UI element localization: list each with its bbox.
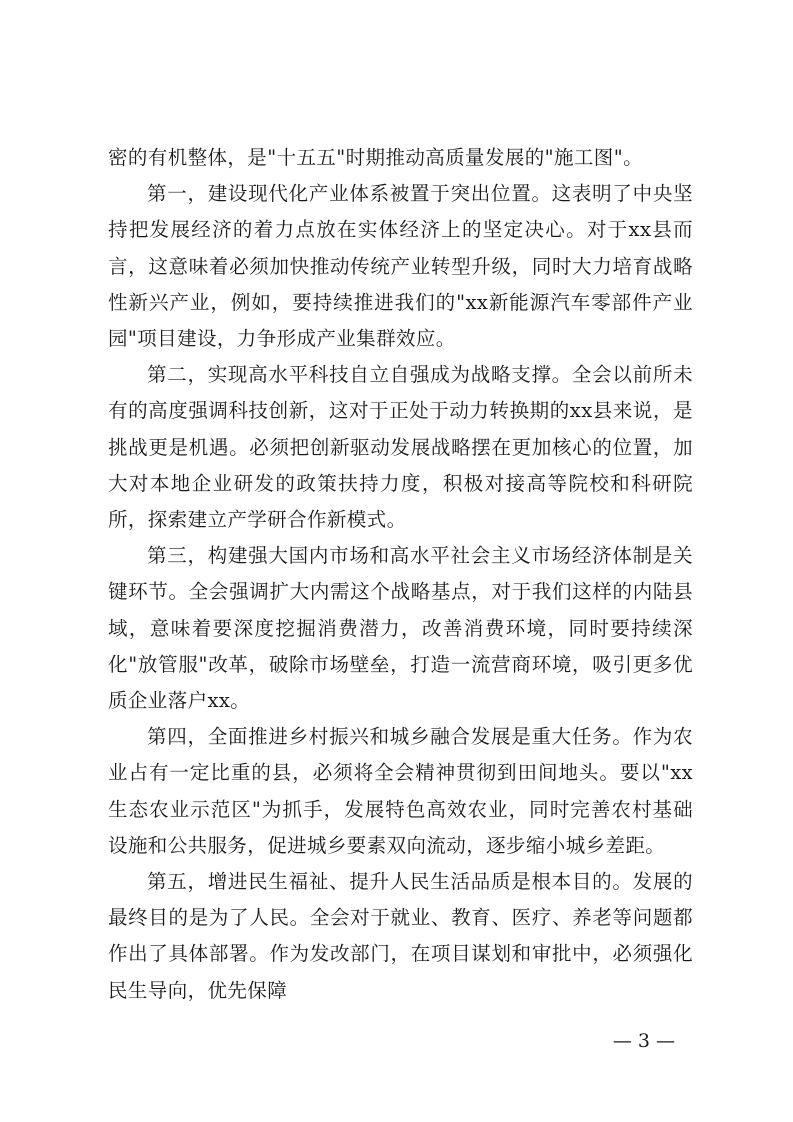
document-body [108, 140, 693, 1009]
paragraph-point-three: 第三，构建强大国内市场和高水平社会主义市场经济体制是关键环节。全会强调扩大内需这个战略基点，对于我们这样的内陆县域，意味着要深度挖掘消费潜力，改善消费环境，同时要持续深化"放管服"改革，破除市场壁垒，打造一流营商环境，吸引更多优质企业落户xx。 [108, 544, 693, 713]
paragraph-point-one: 第一，建设现代化产业体系被置于突出位置。这表明了中央坚持把发展经济的着力点放在实体经济上的坚定决心。对于xx县而言，这意味着必须加快推动传统产业转型升级，同时大力培育战略性新兴产业，例如，要持续推进我们的"xx新能源汽车零部件产业园"项目建设，力争形成产业集群效应。 [108, 182, 693, 351]
paragraph-point-four: 第四，全面推进乡村振兴和城乡融合发展是重大任务。作为农业占有一定比重的县，必须将全会精神贯彻到田间地头。要以"xx生态农业示范区"为抓手，发展特色高效农业，同时完善农村基础设施和公共服务，促进城乡要素双向流动，逐步缩小城乡差距。 [108, 725, 693, 857]
paragraph-point-five: 第五，增进民生福祉、提升人民生活品质是根本目的。发展的最终目的是为了人民。全会对于就业、教育、医疗、养老等问题都作出了具体部署。作为发改部门，在项目谋划和审批中，必须强化民生导向，优先保障 [108, 870, 693, 1002]
paragraph-continuation: 密的有机整体，是"十五五"时期推动高质量发展的"施工图"。 [108, 146, 643, 169]
page-number: — 3 — [612, 1030, 675, 1052]
paragraph-point-two: 第二，实现高水平科技自立自强成为战略支撑。全会以前所未有的高度强调科技创新，这对于正处于动力转换期的xx县来说，是挑战更是机遇。必须把创新驱动发展战略摆在更加核心的位置，加大对本地企业研发的政策扶持力度，积极对接高等院校和科研院所，探索建立产学研合作新模式。 [108, 363, 693, 532]
